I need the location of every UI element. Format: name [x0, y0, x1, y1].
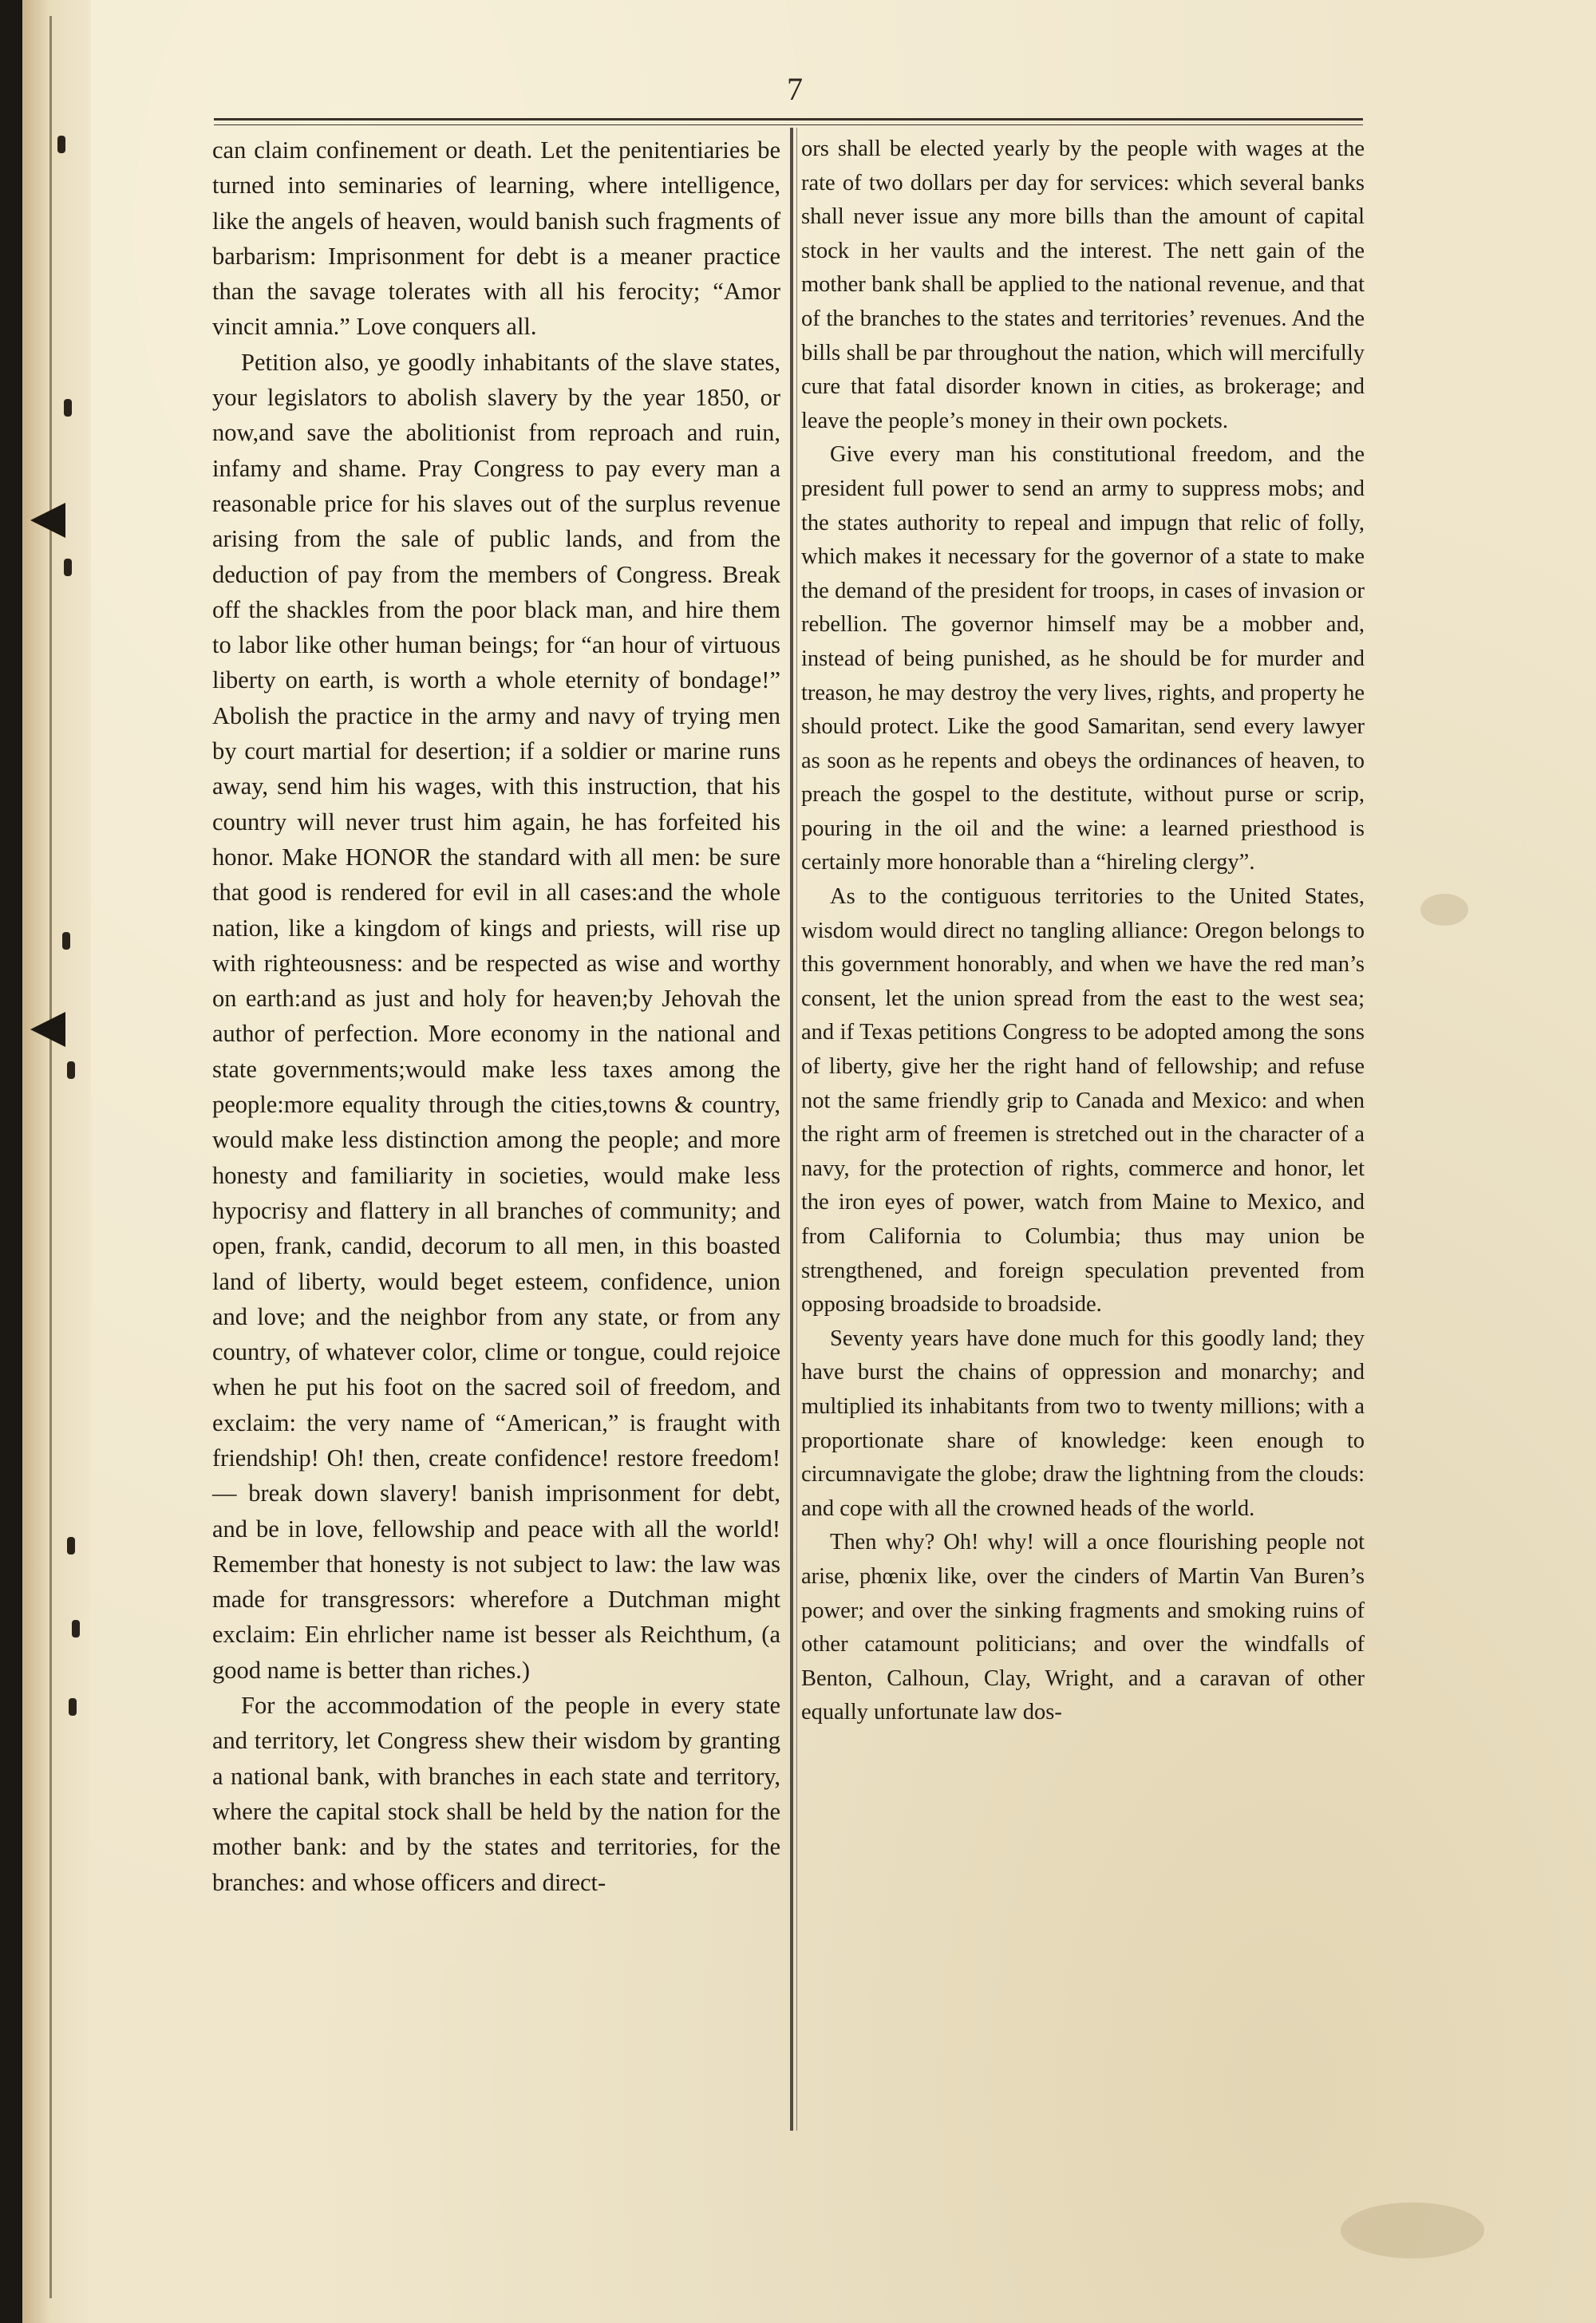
paragraph: Petition also, ye goodly inhabitants of the slave states, your legislators to abolish slavery by the year 1850, or now,and save the abolitionist from reproach and ruin, infamy and shame. Pray Congress to pay every man a reasonable price for his slaves out of the surplus revenue arising from the sale of public lands, and from the deduction of pay from the members of Congress. Break off the shackles from the poor black man, and hire them to labor like other human beings; for “an hour of virtuous liberty on earth, is worth a whole eternity of bondage!” Abolish the practice in the army and navy of trying men by court martial for desertion; if a soldier or marine runs away, send him his wages, with this instruction, that his country will never trust him again, he has forfeited his honor. Make HONOR the standard with all men: be sure that good is rendered for evil in all cases:and the whole nation, like a kingdom of kings and priests, will rise up with righteousness: and be respected as wise and worthy on earth:and as just and holy for heaven;by Jehovah the author of perfection. More economy in the national and state governments;would make less taxes among the people:more equality through the cities,towns & country, would make less distinction among the people; and more honesty and familiarity in societies, would make less hypocrisy and flattery in all branches of community; and open, frank, candid, decorum to all men, in this boasted land of liberty, would beget esteem, confidence, union and love; and the neighbor from any state, or from any country, of whatever color, clime or tongue, could rejoice when he put his foot on the sacred soil of freedom, and exclaim: the very name of “American,” is fraught with friendship! Oh! then, create confidence! restore freedom!— break down slavery! banish imprisonment for debt, and be in love, fellowship and peace with all the world! Remember that honesty is not subject to law: the law was made for transgressors: wherefore a Dutchman might exclaim: Ein ehrlicher name ist besser als Reichthum, (a good name is better than riches.) — [212, 348, 780, 1684]
binding-fold-line — [49, 16, 52, 2298]
binding-tab-mark — [30, 503, 65, 538]
paragraph: Give every man his constitutional freedom, and the president full power to send an army to suppress mobs; and the states authority to repeal and impugn that relic of folly, which makes it necessary for the governor of a state to make the demand of the president for troops, in cases of invasion or rebellion. The governor himself may be a mobber and, instead of being punished, as he should be for murder and treason, he may destroy the very lives, rights, and property he should protect. Like the good Samaritan, send every lawyer as soon as he repents and obeys the ordinances of heaven, to preach the gospel to the destitute, without purse or scrip, pouring in the oil and the wine: a learned priesthood is certainly more honorable than a “hireling clergy”. — [801, 442, 1365, 875]
binding-thread-mark — [67, 1537, 75, 1555]
paragraph: ors shall be elected yearly by the people with wages at the rate of two dollars per day for services: which several banks shall never issue any more bills than the amount of capital stock in her vaults and the interest. The nett gain of the mother bank shall be applied to the national revenue, and that of the branches to the states and territories’ revenues. And the bills shall be par throughout the nation, which will mercifully cure that fatal disorder known in cities, as brokerage; and leave the people’s money in their own pockets. — [801, 136, 1365, 433]
right-column — [801, 132, 1365, 1730]
column-divider-thin — [796, 128, 797, 2131]
paragraph: Then why? Oh! why! will a once flourishing people not arise, phœnix like, over the cinders of Martin Van Buren’s power; and over the sinking fragments and smoking ruins of other catamount politicians; and over the windfalls of Benton, Calhoun, Clay, Wright, and a caravan of other equally unfortunate law dos- — [801, 1530, 1365, 1725]
paragraph: Seventy years have done much for this goodly land; they have burst the chains of oppression and monarchy; and multiplied its inhabitants from two to twenty millions; with a proportionate share of knowledge: keen enough to circumnavigate the globe; draw the lightning from the clouds: and cope with all the crowned heads of the world. — [801, 1325, 1365, 1521]
left-column — [212, 132, 780, 1900]
paragraph: As to the contiguous territories to the United States, wisdom would direct no tangling alliance: Oregon belongs to this government honorably, and when we have the red man’s consent, let the union spread from the east to the west sea; and if Texas petitions Congress to be adopted among the sons of liberty, give her the right hand of fellowship; and refuse not the same friendly grip to Canada and Mexico: and when the right arm of freemen is stretched out in the character of a navy, for the protection of rights, commerce and honor, let the iron eyes of power, watch from Maine to Mexico, and from California to Columbia; thus may union be strengthened, and foreign speculation prevented from opposing broadside to broadside. — [801, 884, 1365, 1318]
binding-thread-mark — [72, 1620, 80, 1638]
paper-stain — [1420, 894, 1468, 926]
binding-thread-mark — [62, 932, 70, 950]
column-divider — [790, 128, 793, 2131]
binding-thread-mark — [57, 136, 65, 153]
page-binding — [22, 0, 91, 2323]
binding-thread-mark — [64, 559, 72, 576]
page-number: 7 — [787, 71, 803, 107]
header-rule — [214, 118, 1363, 120]
binding-tab-mark — [30, 1012, 65, 1047]
paper-stain — [1341, 2203, 1484, 2258]
binding-thread-mark — [64, 399, 72, 417]
header-rule-thin — [214, 124, 1363, 125]
binding-thread-mark — [69, 1698, 77, 1716]
paragraph: For the accommodation of the people in every state and territory, let Congress shew their wisdom by granting a national bank, with branches in each state and territory, where the capital stock shall be held by the nation for the mother bank: and by the states and territories, for the branches: and whose officers and direct- — [212, 1692, 780, 1896]
binding-thread-mark — [67, 1061, 75, 1079]
paragraph: can claim confinement or death. Let the penitentiaries be turned into seminaries of learning, where intelligence, like the angels of heaven, would banish such fragments of barbarism: Imprisonment for debt is a meaner practice than the savage tolerates with all his ferocity; “Amor vincit amnia.” Love conquers all. — [212, 136, 780, 341]
